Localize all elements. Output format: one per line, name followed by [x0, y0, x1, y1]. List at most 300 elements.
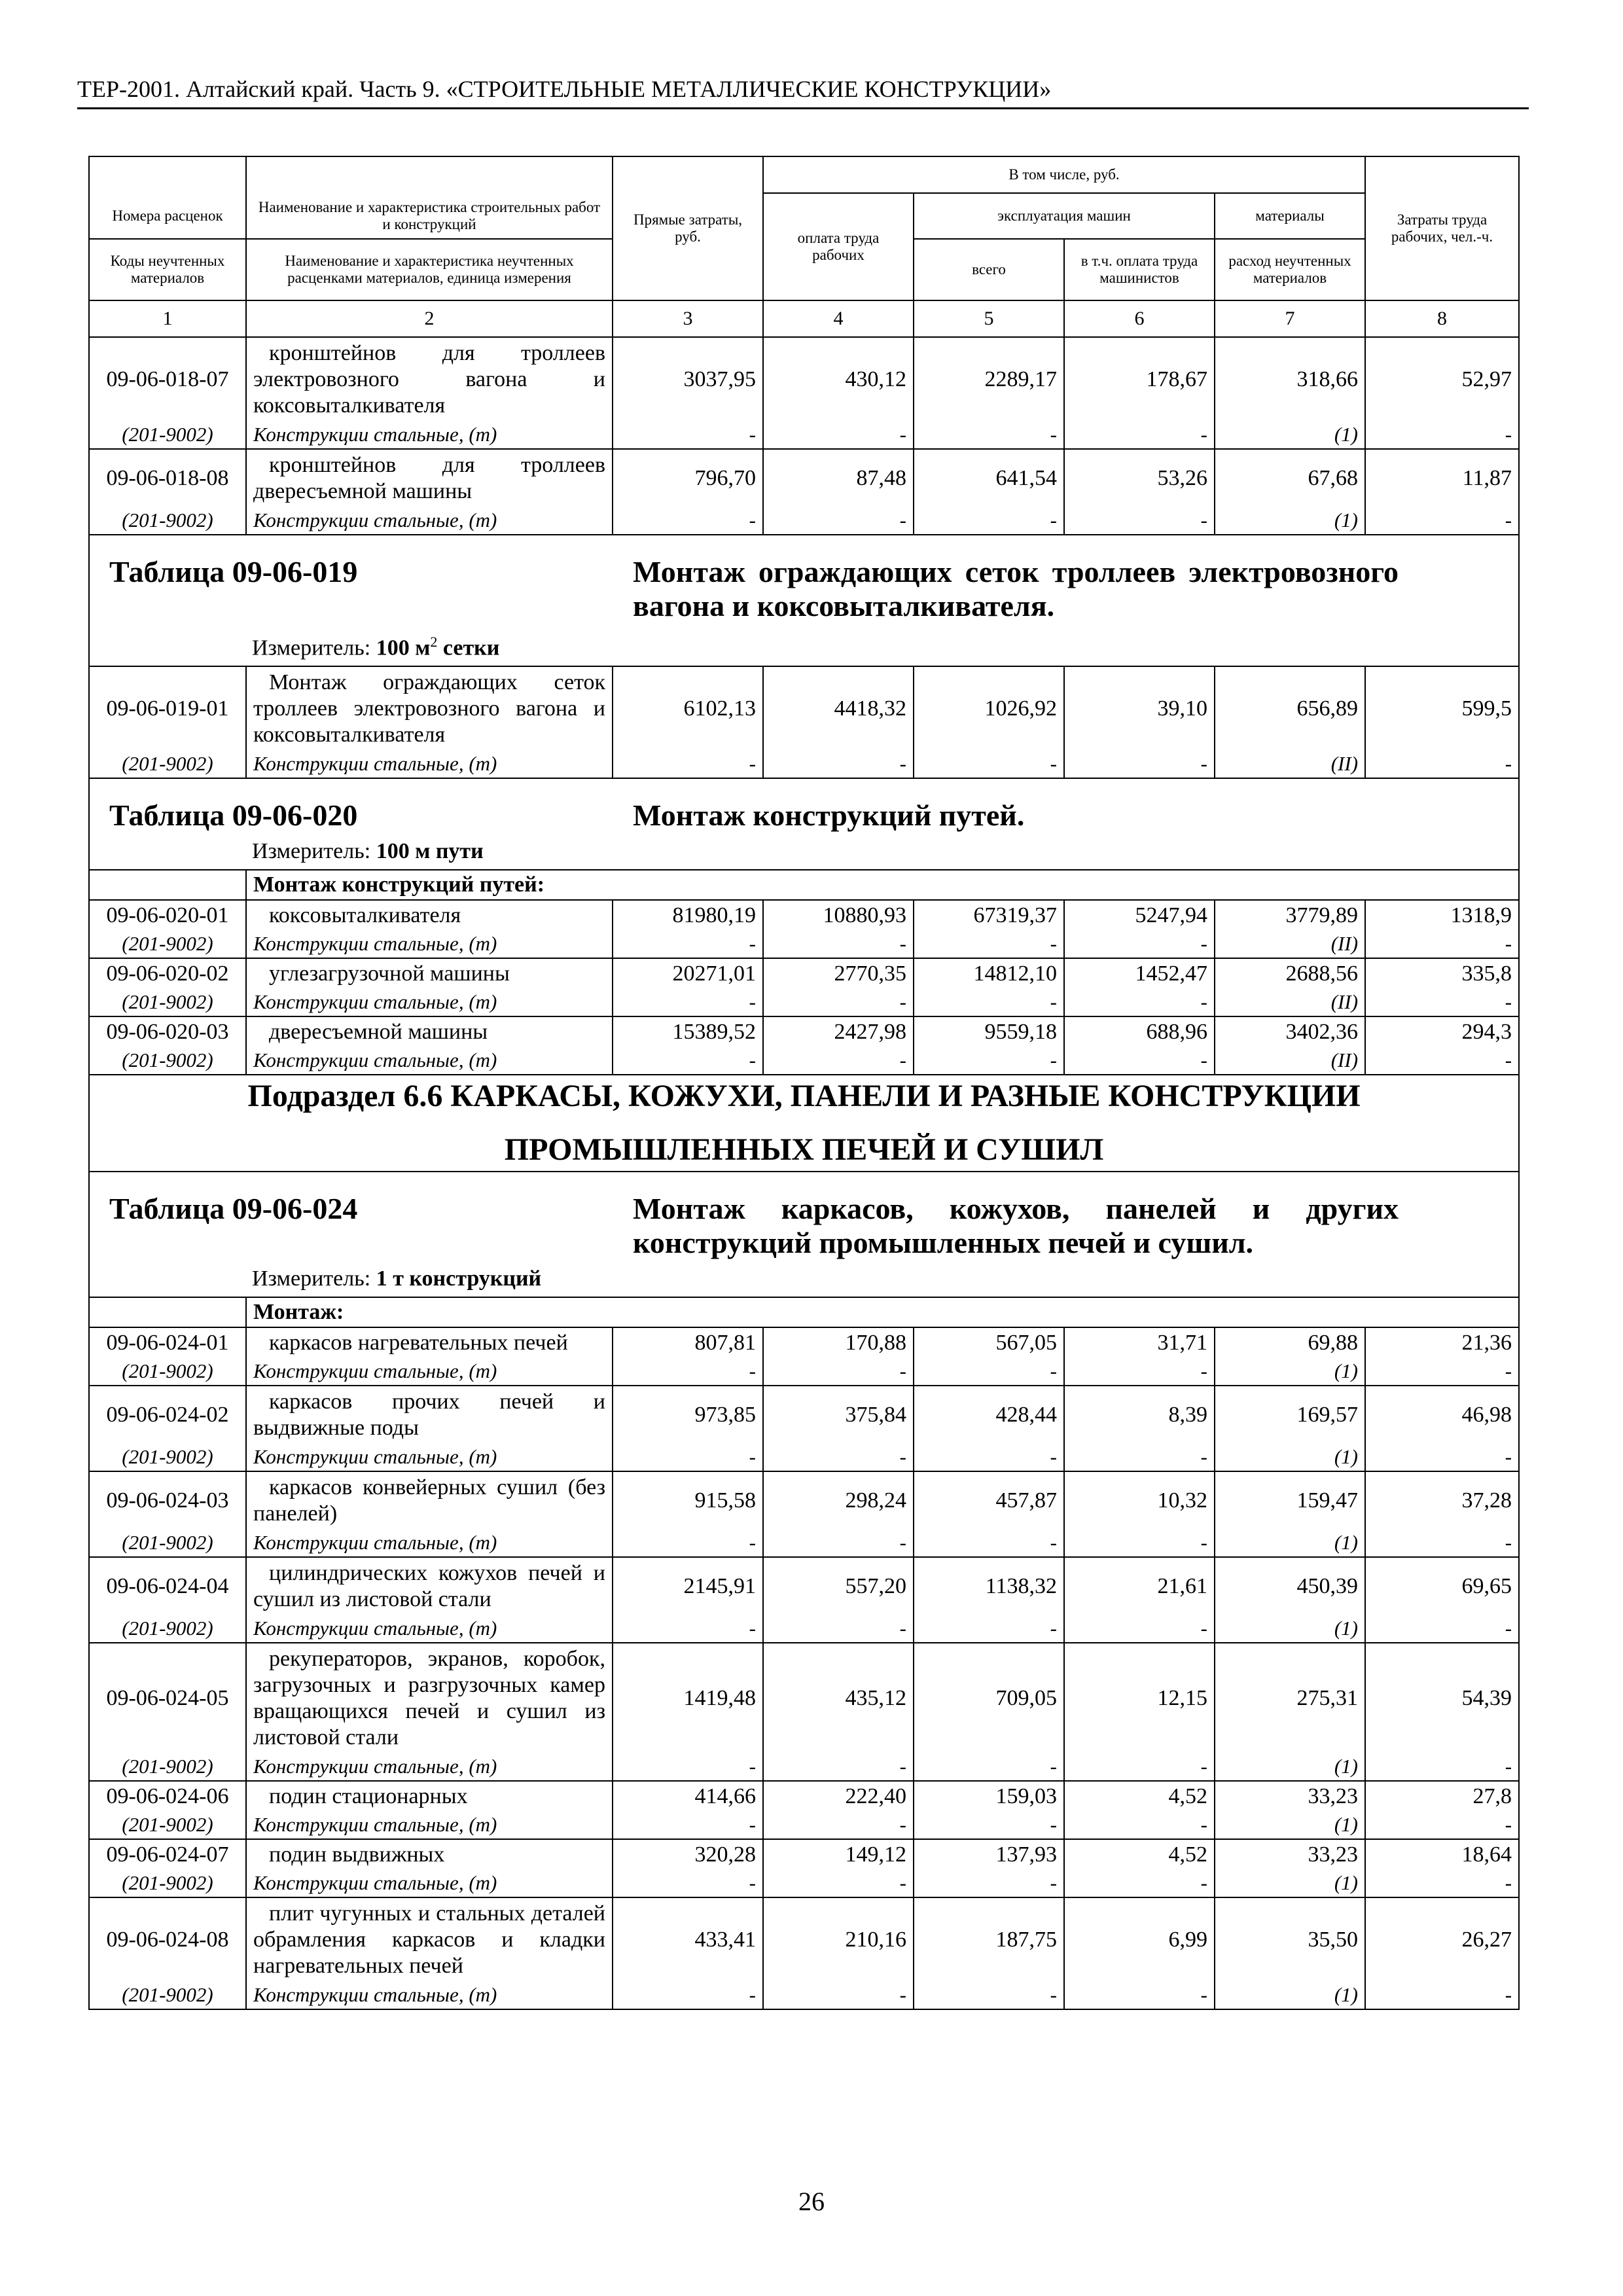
rate-value-col4: 170,88: [763, 1327, 914, 1357]
material-dash: -: [613, 507, 763, 535]
material-row: [89, 1981, 1519, 2009]
group-label: Монтаж:: [246, 1297, 1519, 1327]
material-dash: -: [613, 421, 763, 449]
rate-code: 09-06-018-07: [89, 337, 246, 421]
material-dash: -: [1365, 930, 1519, 958]
rate-value-col5: 1026,92: [914, 666, 1064, 750]
measure-label: Измеритель:: [252, 1266, 371, 1291]
column-numbers-row: [89, 300, 1519, 337]
rate-value-col7: 275,31: [1215, 1643, 1365, 1753]
material-unit: (1): [1215, 1753, 1365, 1781]
rate-value-col4: 10880,93: [763, 900, 914, 930]
rate-value-col7: 169,57: [1215, 1386, 1365, 1443]
material-dash: -: [914, 421, 1064, 449]
rate-value-col6: 10,32: [1064, 1471, 1215, 1529]
rate-value-col8: 37,28: [1365, 1471, 1519, 1529]
material-dash: -: [763, 750, 914, 778]
group-label: Монтаж конструкций путей:: [246, 870, 1519, 900]
material-code: (201-9002): [89, 1753, 246, 1781]
rate-value-col6: 6,99: [1064, 1897, 1215, 1981]
rate-value-col8: 21,36: [1365, 1327, 1519, 1357]
material-code: (201-9002): [89, 1357, 246, 1386]
rate-value-col8: 335,8: [1365, 958, 1519, 988]
measure-unit: [109, 1265, 1484, 1293]
material-dash: -: [1064, 750, 1215, 778]
rate-value-col8: 69,65: [1365, 1557, 1519, 1615]
measure-unit: [109, 628, 1484, 662]
rate-description: цилиндрических кожухов печей и сушил из листовой стали: [246, 1557, 613, 1615]
rate-value-col6: 178,67: [1064, 337, 1215, 421]
rate-value-col6: 39,10: [1064, 666, 1215, 750]
rate-value-col5: 1138,32: [914, 1557, 1064, 1615]
rate-value-col3: 1419,48: [613, 1643, 763, 1753]
rate-value-col3: 414,66: [613, 1781, 763, 1811]
material-dash: -: [1064, 988, 1215, 1016]
header-wages: оплата труда рабочих: [763, 193, 914, 300]
material-dash: -: [1365, 1811, 1519, 1839]
material-dash: -: [613, 1443, 763, 1471]
rate-value-col7: 69,88: [1215, 1327, 1365, 1357]
table-heading-content: [90, 779, 1518, 869]
rate-value-col8: 11,87: [1365, 449, 1519, 507]
material-dash: -: [1365, 988, 1519, 1016]
rate-description: каркасов нагревательных печей: [246, 1327, 613, 1357]
material-name: Конструкции стальные, (т): [246, 1981, 613, 2009]
header-including: В том числе, руб.: [763, 156, 1365, 193]
material-code: (201-9002): [89, 1869, 246, 1897]
material-dash: -: [914, 1981, 1064, 2009]
rate-value-col6: 31,71: [1064, 1327, 1215, 1357]
table-description: Монтаж каркасов, кожухов, панелей и других конструкций промышленных печей и сушил.: [633, 1192, 1399, 1260]
material-name: Конструкции стальные, (т): [246, 1615, 613, 1643]
rate-value-col3: 6102,13: [613, 666, 763, 750]
header-material-codes: Коды неучтенных материалов: [89, 239, 246, 300]
rate-code: 09-06-020-03: [89, 1016, 246, 1047]
rate-description: рекуператоров, экранов, коробок, загрузочных и разгрузочных камер вращающихся печей и сушил из листовой стали: [246, 1643, 613, 1753]
material-dash: -: [763, 1753, 914, 1781]
material-dash: -: [1064, 1811, 1215, 1839]
material-unit: (1): [1215, 1443, 1365, 1471]
material-dash: -: [1064, 507, 1215, 535]
measure-value: 100 м: [376, 636, 431, 660]
rate-value-col4: 149,12: [763, 1839, 914, 1869]
rate-code: 09-06-018-08: [89, 449, 246, 507]
material-dash: -: [914, 1753, 1064, 1781]
rate-code: 09-06-024-07: [89, 1839, 246, 1869]
material-dash: -: [1365, 1357, 1519, 1386]
header-name-blank: [246, 156, 613, 193]
material-dash: -: [1064, 1869, 1215, 1897]
rate-value-col8: 27,8: [1365, 1781, 1519, 1811]
rate-value-col5: 2289,17: [914, 337, 1064, 421]
column-number: 2: [246, 300, 613, 337]
material-dash: -: [914, 750, 1064, 778]
rate-value-col7: 33,23: [1215, 1781, 1365, 1811]
header-rate-no-blank: [89, 156, 246, 193]
rate-value-col8: 46,98: [1365, 1386, 1519, 1443]
material-dash: -: [914, 988, 1064, 1016]
table-heading: [89, 1172, 1519, 1297]
material-dash: -: [763, 421, 914, 449]
rate-code: 09-06-024-04: [89, 1557, 246, 1615]
material-dash: -: [763, 1529, 914, 1557]
material-dash: -: [1365, 1869, 1519, 1897]
column-number: 7: [1215, 300, 1365, 337]
rate-value-col5: 567,05: [914, 1327, 1064, 1357]
material-dash: -: [1365, 1753, 1519, 1781]
table-heading-content: [90, 535, 1518, 666]
rate-row: [89, 1557, 1519, 1615]
group-row: [89, 870, 1519, 900]
material-code: (201-9002): [89, 507, 246, 535]
material-dash: -: [613, 1047, 763, 1075]
material-dash: -: [1064, 1981, 1215, 2009]
rate-code: 09-06-020-02: [89, 958, 246, 988]
header-machines-total: всего: [914, 239, 1064, 300]
material-name: Конструкции стальные, (т): [246, 1529, 613, 1557]
material-dash: -: [1064, 421, 1215, 449]
table-description: Монтаж конструкций путей.: [633, 798, 1025, 833]
material-dash: -: [1064, 1753, 1215, 1781]
material-code: (201-9002): [89, 1811, 246, 1839]
rate-value-col3: 796,70: [613, 449, 763, 507]
rate-value-col8: 1318,9: [1365, 900, 1519, 930]
rate-value-col6: 21,61: [1064, 1557, 1215, 1615]
material-dash: -: [1365, 1981, 1519, 2009]
rate-row: [89, 1781, 1519, 1811]
material-dash: -: [1064, 930, 1215, 958]
rate-description: плит чугунных и стальных деталей обрамления каркасов и кладки нагревательных печей: [246, 1897, 613, 1981]
material-code: (201-9002): [89, 1529, 246, 1557]
rate-row: [89, 666, 1519, 750]
rate-value-col8: 18,64: [1365, 1839, 1519, 1869]
rate-value-col5: 14812,10: [914, 958, 1064, 988]
measure-value: 100 м пути: [376, 839, 484, 864]
column-number: 3: [613, 300, 763, 337]
subsection-cell: [89, 1075, 1519, 1172]
rate-value-col5: 67319,37: [914, 900, 1064, 930]
material-dash: -: [613, 1357, 763, 1386]
header-machines: эксплуатация машин: [914, 193, 1215, 239]
rate-value-col5: 457,87: [914, 1471, 1064, 1529]
material-code: (201-9002): [89, 930, 246, 958]
rate-value-col3: 81980,19: [613, 900, 763, 930]
material-unit: (1): [1215, 1811, 1365, 1839]
rate-value-col6: 4,52: [1064, 1781, 1215, 1811]
rate-value-col3: 973,85: [613, 1386, 763, 1443]
column-number: 5: [914, 300, 1064, 337]
rate-value-col3: 433,41: [613, 1897, 763, 1981]
rate-row: [89, 337, 1519, 421]
material-code: (201-9002): [89, 750, 246, 778]
material-unit: (1): [1215, 1357, 1365, 1386]
material-dash: -: [1064, 1357, 1215, 1386]
header-materials: материалы: [1215, 193, 1365, 239]
material-dash: -: [763, 1357, 914, 1386]
column-number: 8: [1365, 300, 1519, 337]
rate-value-col7: 2688,56: [1215, 958, 1365, 988]
rate-description: углезагрузочной машины: [246, 958, 613, 988]
material-name: Конструкции стальные, (т): [246, 750, 613, 778]
material-dash: -: [613, 1753, 763, 1781]
rate-value-col5: 159,03: [914, 1781, 1064, 1811]
rate-value-col4: 430,12: [763, 337, 914, 421]
material-row: [89, 1615, 1519, 1643]
rate-row: [89, 1016, 1519, 1047]
material-dash: -: [1365, 1047, 1519, 1075]
material-name: Конструкции стальные, (т): [246, 1443, 613, 1471]
material-row: [89, 750, 1519, 778]
material-dash: -: [1064, 1443, 1215, 1471]
rate-code: 09-06-024-06: [89, 1781, 246, 1811]
rate-value-col4: 435,12: [763, 1643, 914, 1753]
column-number: 1: [89, 300, 246, 337]
rate-value-col8: 26,27: [1365, 1897, 1519, 1981]
material-dash: -: [1064, 1615, 1215, 1643]
measure-suffix: сетки: [437, 636, 500, 660]
measure-label: Измеритель:: [252, 636, 371, 660]
rate-row: [89, 1386, 1519, 1443]
rate-code: 09-06-024-08: [89, 1897, 246, 1981]
rate-row: [89, 1897, 1519, 1981]
material-dash: -: [1064, 1529, 1215, 1557]
header-operators-wages: в т.ч. оплата труда машинистов: [1064, 239, 1215, 300]
material-dash: -: [613, 988, 763, 1016]
material-dash: -: [763, 1811, 914, 1839]
material-unit: (1): [1215, 507, 1365, 535]
material-unit: (II): [1215, 988, 1365, 1016]
rate-value-col5: 709,05: [914, 1643, 1064, 1753]
material-row: [89, 421, 1519, 449]
material-name: Конструкции стальные, (т): [246, 1811, 613, 1839]
rate-value-col4: 210,16: [763, 1897, 914, 1981]
rate-value-col5: 641,54: [914, 449, 1064, 507]
material-dash: -: [914, 1357, 1064, 1386]
material-dash: -: [763, 1047, 914, 1075]
material-unit: (1): [1215, 1615, 1365, 1643]
table-heading-row: [89, 1172, 1519, 1297]
measure-label: Измеритель:: [252, 839, 371, 864]
rate-value-col3: 20271,01: [613, 958, 763, 988]
material-row: [89, 1869, 1519, 1897]
rate-value-col7: 450,39: [1215, 1557, 1365, 1615]
rate-description: каркасов конвейерных сушил (без панелей): [246, 1471, 613, 1529]
material-name: Конструкции стальные, (т): [246, 930, 613, 958]
rate-value-col3: 2145,91: [613, 1557, 763, 1615]
material-dash: -: [914, 1811, 1064, 1839]
rate-value-col3: 320,28: [613, 1839, 763, 1869]
group-blank: [89, 870, 246, 900]
rate-value-col7: 656,89: [1215, 666, 1365, 750]
rate-row: [89, 900, 1519, 930]
header-direct-costs: Прямые затраты, руб.: [613, 156, 763, 300]
material-dash: -: [914, 507, 1064, 535]
material-dash: -: [1064, 1047, 1215, 1075]
material-row: [89, 1753, 1519, 1781]
table-title: Таблица 09-06-020: [109, 798, 358, 833]
header-work-name: Наименование и характеристика строительных работ и конструкций: [246, 193, 613, 239]
material-name: Конструкции стальные, (т): [246, 988, 613, 1016]
rate-row: [89, 449, 1519, 507]
rate-description: коксовыталкивателя: [246, 900, 613, 930]
material-name: Конструкции стальные, (т): [246, 1869, 613, 1897]
material-dash: -: [914, 1047, 1064, 1075]
material-row: [89, 1529, 1519, 1557]
header-unaccounted-materials: расход неучтенных материалов: [1215, 239, 1365, 300]
rate-description: кронштейнов для троллеев электровозного вагона и коксовыталкивателя: [246, 337, 613, 421]
material-dash: -: [613, 1811, 763, 1839]
material-dash: -: [763, 1443, 914, 1471]
rate-code: 09-06-024-01: [89, 1327, 246, 1357]
material-code: (201-9002): [89, 421, 246, 449]
rate-value-col6: 4,52: [1064, 1839, 1215, 1869]
rate-row: [89, 958, 1519, 988]
rate-value-col4: 375,84: [763, 1386, 914, 1443]
material-unit: (II): [1215, 930, 1365, 958]
rates-table: [88, 156, 1520, 2010]
rate-value-col4: 557,20: [763, 1557, 914, 1615]
header-material-names: Наименование и характеристика неучтенных расценками материалов, единица измерения: [246, 239, 613, 300]
subsection-title-line1: Подраздел 6.6 КАРКАСЫ, КОЖУХИ, ПАНЕЛИ И РАЗНЫЕ КОНСТРУКЦИИ: [247, 1079, 1361, 1114]
rate-value-col4: 87,48: [763, 449, 914, 507]
material-dash: -: [613, 1869, 763, 1897]
material-dash: -: [1365, 750, 1519, 778]
header-labor: Затраты труда рабочих, чел.-ч.: [1365, 156, 1519, 300]
rate-value-col6: 5247,94: [1064, 900, 1215, 930]
material-dash: -: [914, 1443, 1064, 1471]
rate-value-col4: 4418,32: [763, 666, 914, 750]
material-unit: (1): [1215, 1869, 1365, 1897]
rate-row: [89, 1471, 1519, 1529]
material-name: Конструкции стальные, (т): [246, 1047, 613, 1075]
material-code: (201-9002): [89, 988, 246, 1016]
rate-value-col4: 298,24: [763, 1471, 914, 1529]
rate-value-col4: 2427,98: [763, 1016, 914, 1047]
material-row: [89, 1357, 1519, 1386]
material-unit: (1): [1215, 1529, 1365, 1557]
rate-code: 09-06-019-01: [89, 666, 246, 750]
material-dash: -: [1365, 1615, 1519, 1643]
material-code: (201-9002): [89, 1615, 246, 1643]
rate-value-col7: 318,66: [1215, 337, 1365, 421]
material-dash: -: [763, 988, 914, 1016]
rate-value-col5: 187,75: [914, 1897, 1064, 1981]
table-heading: [89, 535, 1519, 666]
table-heading: [89, 778, 1519, 870]
material-dash: -: [914, 1615, 1064, 1643]
material-dash: -: [763, 1981, 914, 2009]
material-dash: -: [1365, 1443, 1519, 1471]
material-unit: (1): [1215, 1981, 1365, 2009]
rate-value-col6: 1452,47: [1064, 958, 1215, 988]
rate-value-col6: 688,96: [1064, 1016, 1215, 1047]
rate-value-col8: 52,97: [1365, 337, 1519, 421]
material-row: [89, 1443, 1519, 1471]
column-number: 6: [1064, 300, 1215, 337]
material-dash: -: [914, 1529, 1064, 1557]
rate-value-col3: 15389,52: [613, 1016, 763, 1047]
material-dash: -: [763, 1869, 914, 1897]
rate-value-col8: 54,39: [1365, 1643, 1519, 1753]
rate-value-col4: 2770,35: [763, 958, 914, 988]
material-dash: -: [613, 930, 763, 958]
material-row: [89, 507, 1519, 535]
rate-value-col3: 915,58: [613, 1471, 763, 1529]
table-description: Монтаж ограждающих сеток троллеев электровозного вагона и коксовыталкивателя.: [633, 555, 1399, 622]
material-dash: -: [763, 507, 914, 535]
material-unit: (II): [1215, 1047, 1365, 1075]
subsection-row: [89, 1075, 1519, 1172]
rate-value-col7: 3402,36: [1215, 1016, 1365, 1047]
group-row: [89, 1297, 1519, 1327]
measure-value: 1 т конструкций: [376, 1266, 542, 1291]
rate-description: Монтаж ограждающих сеток троллеев электровозного вагона и коксовыталкивателя: [246, 666, 613, 750]
rate-value-col6: 8,39: [1064, 1386, 1215, 1443]
material-code: (201-9002): [89, 1047, 246, 1075]
material-row: [89, 1047, 1519, 1075]
rate-value-col5: 428,44: [914, 1386, 1064, 1443]
material-code: (201-9002): [89, 1443, 246, 1471]
rate-row: [89, 1839, 1519, 1869]
rate-description: подин выдвижных: [246, 1839, 613, 1869]
rate-value-col3: 807,81: [613, 1327, 763, 1357]
table-heading-content: [90, 1172, 1518, 1297]
material-code: (201-9002): [89, 1981, 246, 2009]
rates-sheet: [88, 156, 1518, 2010]
rate-code: 09-06-020-01: [89, 900, 246, 930]
column-number: 4: [763, 300, 914, 337]
material-dash: -: [914, 930, 1064, 958]
material-unit: (1): [1215, 421, 1365, 449]
header-rate-no: Номера расценок: [89, 193, 246, 239]
table-heading-row: [89, 535, 1519, 666]
rate-code: 09-06-024-03: [89, 1471, 246, 1529]
material-dash: -: [613, 1981, 763, 2009]
rate-value-col6: 12,15: [1064, 1643, 1215, 1753]
measure-superscript: 2: [430, 634, 438, 650]
material-dash: -: [763, 930, 914, 958]
material-dash: -: [1365, 421, 1519, 449]
rate-value-col7: 35,50: [1215, 1897, 1365, 1981]
material-name: Конструкции стальные, (т): [246, 507, 613, 535]
page-number: 26: [798, 2187, 825, 2216]
table-title: Таблица 09-06-019: [109, 555, 358, 588]
subsection-title-line2: ПРОМЫШЛЕННЫХ ПЕЧЕЙ И СУШИЛ: [504, 1132, 1104, 1168]
rate-description: кронштейнов для троллеев двересъемной машины: [246, 449, 613, 507]
material-dash: -: [613, 1529, 763, 1557]
running-header: ТЕР-2001. Алтайский край. Часть 9. «СТРОИТЕЛЬНЫЕ МЕТАЛЛИЧЕСКИЕ КОНСТРУКЦИИ»: [77, 75, 1529, 109]
rate-value-col4: 222,40: [763, 1781, 914, 1811]
rate-value-col6: 53,26: [1064, 449, 1215, 507]
material-dash: -: [613, 750, 763, 778]
rate-description: подин стационарных: [246, 1781, 613, 1811]
rate-row: [89, 1327, 1519, 1357]
material-dash: -: [763, 1615, 914, 1643]
rate-row: [89, 1643, 1519, 1753]
material-row: [89, 988, 1519, 1016]
rate-value-col7: 159,47: [1215, 1471, 1365, 1529]
rate-description: каркасов прочих печей и выдвижные поды: [246, 1386, 613, 1443]
material-dash: -: [1365, 1529, 1519, 1557]
rate-value-col8: 294,3: [1365, 1016, 1519, 1047]
measure-unit: [109, 838, 1484, 865]
material-name: Конструкции стальные, (т): [246, 1753, 613, 1781]
rate-description: двересъемной машины: [246, 1016, 613, 1047]
material-dash: -: [613, 1615, 763, 1643]
rate-value-col7: 3779,89: [1215, 900, 1365, 930]
material-unit: (II): [1215, 750, 1365, 778]
rate-value-col5: 137,93: [914, 1839, 1064, 1869]
